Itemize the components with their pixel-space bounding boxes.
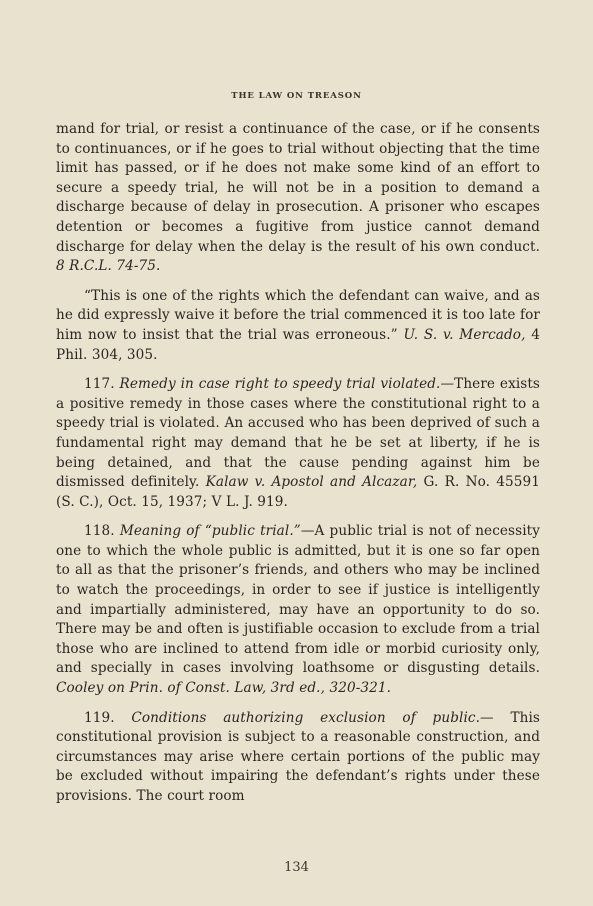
paragraph-text: —A public trial is not of necessity one to which the whole public is admitted, but it is one so far open to all as that the prisoner’s friends, and others who may be inclined to watch the proceedings, in order to see if justice is intelligently and impartially administered, may have an opportunity to do so. There may be and often is justifiable occasion to exclude from a trial those who are inclined to attend from idle or morbid curiosity only, and specially in cases involving loathsome or disgusting details. (56, 523, 541, 677)
citation-case: U. S. v. Mercado, (403, 326, 526, 343)
citation: Cooley on Prin. of Const. Law, 3rd ed., 320-321. (56, 680, 392, 697)
paragraph-quote (56, 287, 540, 365)
section-number: 118. (84, 523, 115, 540)
paragraph-text: This constitutional provision is subject to a reasonable construction, and circumstances may arise where certain portions of the public may be excluded without impairing the defendant’s rights under these provisions. The court room (56, 709, 540, 804)
citation-rest: G. R. No. 45591 (S. C.), Oct. 15, 1937; V L. J. 919. (56, 474, 540, 510)
section-heading: Meaning of “public trial.” (119, 523, 301, 540)
section-heading: Remedy in case right to speedy trial violated.— (119, 376, 455, 393)
body-text (56, 120, 540, 807)
paragraph-continuation (56, 120, 540, 277)
citation: 8 R.C.L. 74-75. (56, 258, 161, 275)
section-117 (56, 375, 540, 512)
citation-rest: 4 Phil. 304, 305. (56, 326, 540, 363)
section-number: 117. (84, 376, 115, 393)
paragraph-text: mand for trial, or resist a continuance of the case, or if he consents to continuances, or if he goes to trial without objecting that the time limit has passed, or if he does not make some kind of an effort to secure a speedy trial, he will not be in a position to demand a discharge because of delay in prosecution. A prisoner who escapes detention or becomes a fugitive from justice cannot demand discharge for delay when the delay is the result of his own conduct. (56, 121, 540, 255)
section-118 (56, 522, 540, 698)
paragraph-text: “This is one of the rights which the defendant can waive, and as he did expressly waive it before the trial commenced it is too late for him now to insist that the trial was erroneous.” (56, 287, 540, 343)
section-119 (56, 709, 540, 807)
citation-case: Kalaw v. Apostol and Alcazar, (205, 474, 418, 491)
section-number: 119. (84, 709, 115, 726)
paragraph-text: There exists a positive remedy in those cases where the constitutional right to a speedy trial is violated. An accused who has been deprived of such a fundamental right may demand that he be set at liberty, if he is being detained, and that the cause pending against him be dismissed definitely. (56, 376, 541, 491)
running-head: THE LAW ON TREASON (231, 91, 362, 101)
page-number: 134 (284, 860, 309, 875)
section-heading: Conditions authorizing exclusion of public.— (131, 709, 494, 726)
